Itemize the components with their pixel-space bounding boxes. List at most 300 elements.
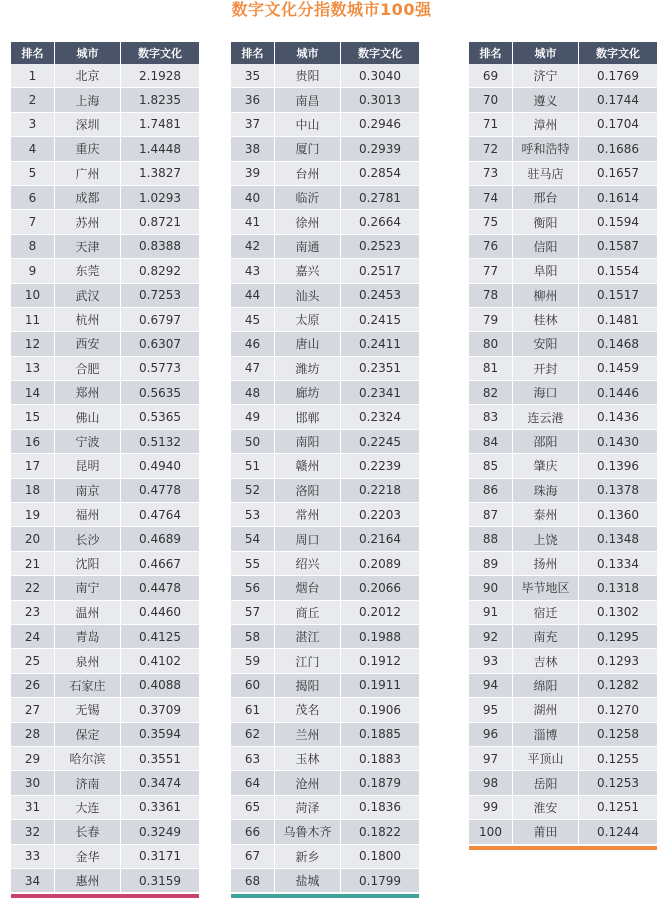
rank-cell: 10 — [11, 284, 55, 308]
column-header: 排名 — [231, 42, 275, 64]
city-cell: 温州 — [55, 601, 121, 625]
city-cell: 合肥 — [55, 357, 121, 381]
rank-cell: 24 — [11, 625, 55, 649]
city-cell: 武汉 — [55, 284, 121, 308]
table-row — [11, 674, 199, 698]
city-cell: 淄博 — [513, 723, 579, 747]
table-row — [231, 357, 419, 381]
rank-cell: 36 — [231, 88, 275, 112]
column-header: 数字文化 — [579, 42, 657, 64]
city-cell: 郑州 — [55, 381, 121, 405]
score-cell: 0.1396 — [579, 454, 657, 478]
rank-cell: 8 — [11, 235, 55, 259]
score-cell: 0.1282 — [579, 674, 657, 698]
table-row — [469, 771, 657, 795]
table-row — [469, 259, 657, 283]
score-cell: 0.1879 — [341, 771, 419, 795]
rank-cell: 98 — [469, 771, 513, 795]
score-cell: 0.2324 — [341, 405, 419, 429]
rank-cell: 76 — [469, 235, 513, 259]
score-cell: 0.1912 — [341, 649, 419, 673]
rank-cell: 66 — [231, 820, 275, 844]
rank-cell: 88 — [469, 527, 513, 551]
table-row — [469, 88, 657, 112]
table-row — [231, 332, 419, 356]
city-cell: 西安 — [55, 332, 121, 356]
table-row — [231, 113, 419, 137]
rank-cell: 94 — [469, 674, 513, 698]
rank-cell: 11 — [11, 308, 55, 332]
rank-cell: 60 — [231, 674, 275, 698]
city-cell: 淮安 — [513, 796, 579, 820]
table-row — [11, 235, 199, 259]
rank-cell: 46 — [231, 332, 275, 356]
city-cell: 杭州 — [55, 308, 121, 332]
city-cell: 太原 — [275, 308, 341, 332]
rank-cell: 4 — [11, 137, 55, 161]
city-cell: 南阳 — [275, 430, 341, 454]
rank-cell: 33 — [11, 845, 55, 869]
table-row — [11, 796, 199, 820]
city-cell: 驻马店 — [513, 162, 579, 186]
rank-cell: 13 — [11, 357, 55, 381]
table-header-row — [11, 42, 199, 64]
table-row — [231, 869, 419, 893]
table-row — [231, 576, 419, 600]
table-row — [469, 820, 657, 844]
table-row — [469, 552, 657, 576]
city-cell: 江门 — [275, 649, 341, 673]
table-row — [231, 601, 419, 625]
table-row — [11, 210, 199, 234]
city-cell: 开封 — [513, 357, 579, 381]
table-2-accent-bar — [231, 894, 419, 898]
score-cell: 0.5773 — [121, 357, 199, 381]
score-cell: 0.8388 — [121, 235, 199, 259]
city-cell: 新乡 — [275, 845, 341, 869]
rank-cell: 61 — [231, 698, 275, 722]
table-row — [469, 747, 657, 771]
table-row — [231, 235, 419, 259]
city-cell: 南宁 — [55, 576, 121, 600]
city-cell: 绍兴 — [275, 552, 341, 576]
city-cell: 南昌 — [275, 88, 341, 112]
score-cell: 0.1906 — [341, 698, 419, 722]
table-row — [469, 113, 657, 137]
table-row — [11, 527, 199, 551]
column-header: 城市 — [275, 42, 341, 64]
rank-cell: 7 — [11, 210, 55, 234]
score-cell: 0.1251 — [579, 796, 657, 820]
column-header: 城市 — [55, 42, 121, 64]
city-cell: 廊坊 — [275, 381, 341, 405]
score-cell: 0.1446 — [579, 381, 657, 405]
score-cell: 0.1883 — [341, 747, 419, 771]
score-cell: 0.2089 — [341, 552, 419, 576]
rank-cell: 35 — [231, 64, 275, 88]
rank-cell: 26 — [11, 674, 55, 698]
rank-cell: 23 — [11, 601, 55, 625]
rank-cell: 28 — [11, 723, 55, 747]
city-cell: 湖州 — [513, 698, 579, 722]
rank-cell: 87 — [469, 503, 513, 527]
score-cell: 0.1293 — [579, 649, 657, 673]
score-cell: 0.2523 — [341, 235, 419, 259]
score-cell: 0.4460 — [121, 601, 199, 625]
score-cell: 0.1657 — [579, 162, 657, 186]
city-cell: 台州 — [275, 162, 341, 186]
city-cell: 东莞 — [55, 259, 121, 283]
table-row — [469, 64, 657, 88]
score-cell: 0.2239 — [341, 454, 419, 478]
score-cell: 0.3709 — [121, 698, 199, 722]
score-cell: 0.1255 — [579, 747, 657, 771]
rank-cell: 30 — [11, 771, 55, 795]
rank-cell: 49 — [231, 405, 275, 429]
table-row — [231, 210, 419, 234]
rank-cell: 62 — [231, 723, 275, 747]
score-cell: 0.4478 — [121, 576, 199, 600]
score-cell: 1.3827 — [121, 162, 199, 186]
table-row — [469, 454, 657, 478]
rank-cell: 17 — [11, 454, 55, 478]
table-row — [11, 332, 199, 356]
city-cell: 沈阳 — [55, 552, 121, 576]
score-cell: 0.2664 — [341, 210, 419, 234]
table-row — [469, 284, 657, 308]
city-cell: 兰州 — [275, 723, 341, 747]
score-cell: 0.4088 — [121, 674, 199, 698]
rank-cell: 20 — [11, 527, 55, 551]
city-cell: 佛山 — [55, 405, 121, 429]
city-cell: 扬州 — [513, 552, 579, 576]
city-cell: 邯郸 — [275, 405, 341, 429]
rank-cell: 29 — [11, 747, 55, 771]
city-cell: 苏州 — [55, 210, 121, 234]
score-cell: 0.2351 — [341, 357, 419, 381]
score-cell: 0.5365 — [121, 405, 199, 429]
city-cell: 肇庆 — [513, 454, 579, 478]
table-row — [231, 527, 419, 551]
city-cell: 重庆 — [55, 137, 121, 161]
score-cell: 0.1822 — [341, 820, 419, 844]
rank-cell: 44 — [231, 284, 275, 308]
column-header: 排名 — [469, 42, 513, 64]
rank-cell: 22 — [11, 576, 55, 600]
score-cell: 0.2939 — [341, 137, 419, 161]
city-cell: 珠海 — [513, 479, 579, 503]
city-cell: 岳阳 — [513, 771, 579, 795]
table-row — [11, 649, 199, 673]
rank-cell: 59 — [231, 649, 275, 673]
rank-cell: 37 — [231, 113, 275, 137]
page-title: 数字文化分指数城市100强 — [231, 0, 432, 19]
rank-cell: 15 — [11, 405, 55, 429]
city-cell: 潍坊 — [275, 357, 341, 381]
score-cell: 0.4778 — [121, 479, 199, 503]
city-cell: 赣州 — [275, 454, 341, 478]
rank-cell: 31 — [11, 796, 55, 820]
rank-cell: 16 — [11, 430, 55, 454]
table-row — [11, 259, 199, 283]
city-cell: 嘉兴 — [275, 259, 341, 283]
score-cell: 0.1769 — [579, 64, 657, 88]
table-row — [11, 88, 199, 112]
rank-cell: 48 — [231, 381, 275, 405]
rank-cell: 2 — [11, 88, 55, 112]
city-cell: 泉州 — [55, 649, 121, 673]
score-cell: 0.1270 — [579, 698, 657, 722]
city-cell: 平顶山 — [513, 747, 579, 771]
table-row — [231, 64, 419, 88]
table-row — [11, 601, 199, 625]
city-cell: 莆田 — [513, 820, 579, 844]
rank-cell: 56 — [231, 576, 275, 600]
score-cell: 0.2218 — [341, 479, 419, 503]
city-cell: 衡阳 — [513, 210, 579, 234]
rank-cell: 80 — [469, 332, 513, 356]
table-row — [231, 430, 419, 454]
city-cell: 南充 — [513, 625, 579, 649]
rank-cell: 65 — [231, 796, 275, 820]
rank-cell: 84 — [469, 430, 513, 454]
score-cell: 0.5132 — [121, 430, 199, 454]
city-cell: 连云港 — [513, 405, 579, 429]
score-cell: 0.1614 — [579, 186, 657, 210]
rank-cell: 70 — [469, 88, 513, 112]
score-cell: 0.1378 — [579, 479, 657, 503]
score-cell: 0.8292 — [121, 259, 199, 283]
score-cell: 0.1744 — [579, 88, 657, 112]
score-cell: 0.3040 — [341, 64, 419, 88]
rank-cell: 9 — [11, 259, 55, 283]
rank-cell: 91 — [469, 601, 513, 625]
score-cell: 0.1244 — [579, 820, 657, 844]
rank-cell: 81 — [469, 357, 513, 381]
score-cell: 0.4940 — [121, 454, 199, 478]
score-cell: 0.1430 — [579, 430, 657, 454]
table-row — [469, 503, 657, 527]
score-cell: 0.1836 — [341, 796, 419, 820]
rank-cell: 3 — [11, 113, 55, 137]
score-cell: 0.4764 — [121, 503, 199, 527]
score-cell: 0.2411 — [341, 332, 419, 356]
score-cell: 0.2341 — [341, 381, 419, 405]
table-row — [11, 625, 199, 649]
rank-cell: 43 — [231, 259, 275, 283]
city-cell: 邢台 — [513, 186, 579, 210]
rank-cell: 51 — [231, 454, 275, 478]
score-cell: 2.1928 — [121, 64, 199, 88]
score-cell: 0.1334 — [579, 552, 657, 576]
score-cell: 0.1468 — [579, 332, 657, 356]
score-cell: 0.8721 — [121, 210, 199, 234]
rank-cell: 75 — [469, 210, 513, 234]
table-row — [231, 259, 419, 283]
table-row — [469, 210, 657, 234]
score-cell: 0.6797 — [121, 308, 199, 332]
city-cell: 盐城 — [275, 869, 341, 893]
table-row — [11, 186, 199, 210]
score-cell: 0.1799 — [341, 869, 419, 893]
table-row — [11, 771, 199, 795]
city-cell: 北京 — [55, 64, 121, 88]
city-cell: 石家庄 — [55, 674, 121, 698]
city-cell: 中山 — [275, 113, 341, 137]
rank-cell: 45 — [231, 308, 275, 332]
rank-cell: 38 — [231, 137, 275, 161]
rank-cell: 74 — [469, 186, 513, 210]
table-row — [11, 308, 199, 332]
city-cell: 贵阳 — [275, 64, 341, 88]
rank-cell: 1 — [11, 64, 55, 88]
score-cell: 0.1988 — [341, 625, 419, 649]
rank-cell: 93 — [469, 649, 513, 673]
table-row — [469, 674, 657, 698]
rank-cell: 52 — [231, 479, 275, 503]
score-cell: 0.4667 — [121, 552, 199, 576]
score-cell: 0.1360 — [579, 503, 657, 527]
rank-cell: 58 — [231, 625, 275, 649]
table-header-row — [231, 42, 419, 64]
city-cell: 唐山 — [275, 332, 341, 356]
score-cell: 0.1318 — [579, 576, 657, 600]
table-row — [11, 576, 199, 600]
rank-cell: 47 — [231, 357, 275, 381]
score-cell: 0.1459 — [579, 357, 657, 381]
city-cell: 徐州 — [275, 210, 341, 234]
rank-cell: 95 — [469, 698, 513, 722]
city-cell: 遵义 — [513, 88, 579, 112]
score-cell: 0.3249 — [121, 820, 199, 844]
table-row — [469, 479, 657, 503]
table-row — [231, 552, 419, 576]
score-cell: 0.1517 — [579, 284, 657, 308]
column-header: 数字文化 — [121, 42, 199, 64]
rank-cell: 85 — [469, 454, 513, 478]
city-cell: 烟台 — [275, 576, 341, 600]
ranking-table-1 — [11, 42, 199, 893]
table-row — [469, 576, 657, 600]
city-cell: 济宁 — [513, 64, 579, 88]
table-row — [231, 723, 419, 747]
column-header: 数字文化 — [341, 42, 419, 64]
rank-cell: 90 — [469, 576, 513, 600]
city-cell: 上饶 — [513, 527, 579, 551]
table-row — [11, 284, 199, 308]
rank-cell: 92 — [469, 625, 513, 649]
column-header: 城市 — [513, 42, 579, 64]
score-cell: 0.4125 — [121, 625, 199, 649]
city-cell: 湛江 — [275, 625, 341, 649]
table-row — [231, 162, 419, 186]
city-cell: 茂名 — [275, 698, 341, 722]
city-cell: 昆明 — [55, 454, 121, 478]
rank-cell: 86 — [469, 479, 513, 503]
score-cell: 0.1302 — [579, 601, 657, 625]
rank-cell: 50 — [231, 430, 275, 454]
rank-cell: 42 — [231, 235, 275, 259]
table-row — [231, 820, 419, 844]
table-row — [231, 698, 419, 722]
table-row — [11, 869, 199, 893]
city-cell: 漳州 — [513, 113, 579, 137]
city-cell: 邵阳 — [513, 430, 579, 454]
rank-cell: 100 — [469, 820, 513, 844]
table-row — [11, 381, 199, 405]
score-cell: 0.2781 — [341, 186, 419, 210]
score-cell: 0.2854 — [341, 162, 419, 186]
table-row — [469, 357, 657, 381]
table-3-accent-bar — [469, 846, 657, 850]
rank-cell: 40 — [231, 186, 275, 210]
rank-cell: 79 — [469, 308, 513, 332]
score-cell: 0.1348 — [579, 527, 657, 551]
table-row — [231, 796, 419, 820]
rank-cell: 12 — [11, 332, 55, 356]
city-cell: 福州 — [55, 503, 121, 527]
table-row — [231, 649, 419, 673]
table-row — [11, 820, 199, 844]
table-row — [11, 357, 199, 381]
score-cell: 0.2164 — [341, 527, 419, 551]
table-row — [231, 479, 419, 503]
score-cell: 0.2415 — [341, 308, 419, 332]
city-cell: 海口 — [513, 381, 579, 405]
score-cell: 0.6307 — [121, 332, 199, 356]
table-row — [231, 186, 419, 210]
score-cell: 0.2453 — [341, 284, 419, 308]
rank-cell: 54 — [231, 527, 275, 551]
table-row — [469, 527, 657, 551]
rank-cell: 57 — [231, 601, 275, 625]
table-row — [231, 308, 419, 332]
rank-cell: 6 — [11, 186, 55, 210]
city-cell: 阜阳 — [513, 259, 579, 283]
table-row — [11, 723, 199, 747]
table-row — [11, 747, 199, 771]
city-cell: 商丘 — [275, 601, 341, 625]
table-row — [231, 88, 419, 112]
rank-cell: 68 — [231, 869, 275, 893]
city-cell: 南京 — [55, 479, 121, 503]
city-cell: 汕头 — [275, 284, 341, 308]
city-cell: 哈尔滨 — [55, 747, 121, 771]
score-cell: 0.2245 — [341, 430, 419, 454]
table-row — [231, 454, 419, 478]
city-cell: 青岛 — [55, 625, 121, 649]
rank-cell: 27 — [11, 698, 55, 722]
score-cell: 0.1554 — [579, 259, 657, 283]
score-cell: 0.3474 — [121, 771, 199, 795]
city-cell: 揭阳 — [275, 674, 341, 698]
rank-cell: 25 — [11, 649, 55, 673]
rank-cell: 18 — [11, 479, 55, 503]
table-row — [469, 796, 657, 820]
city-cell: 乌鲁木齐 — [275, 820, 341, 844]
table-row — [469, 308, 657, 332]
rank-cell: 64 — [231, 771, 275, 795]
table-header-row — [469, 42, 657, 64]
table-row — [11, 113, 199, 137]
ranking-table-3 — [469, 42, 657, 845]
score-cell: 0.1258 — [579, 723, 657, 747]
rank-cell: 5 — [11, 162, 55, 186]
rank-cell: 99 — [469, 796, 513, 820]
table-row — [11, 503, 199, 527]
city-cell: 常州 — [275, 503, 341, 527]
score-cell: 0.1911 — [341, 674, 419, 698]
